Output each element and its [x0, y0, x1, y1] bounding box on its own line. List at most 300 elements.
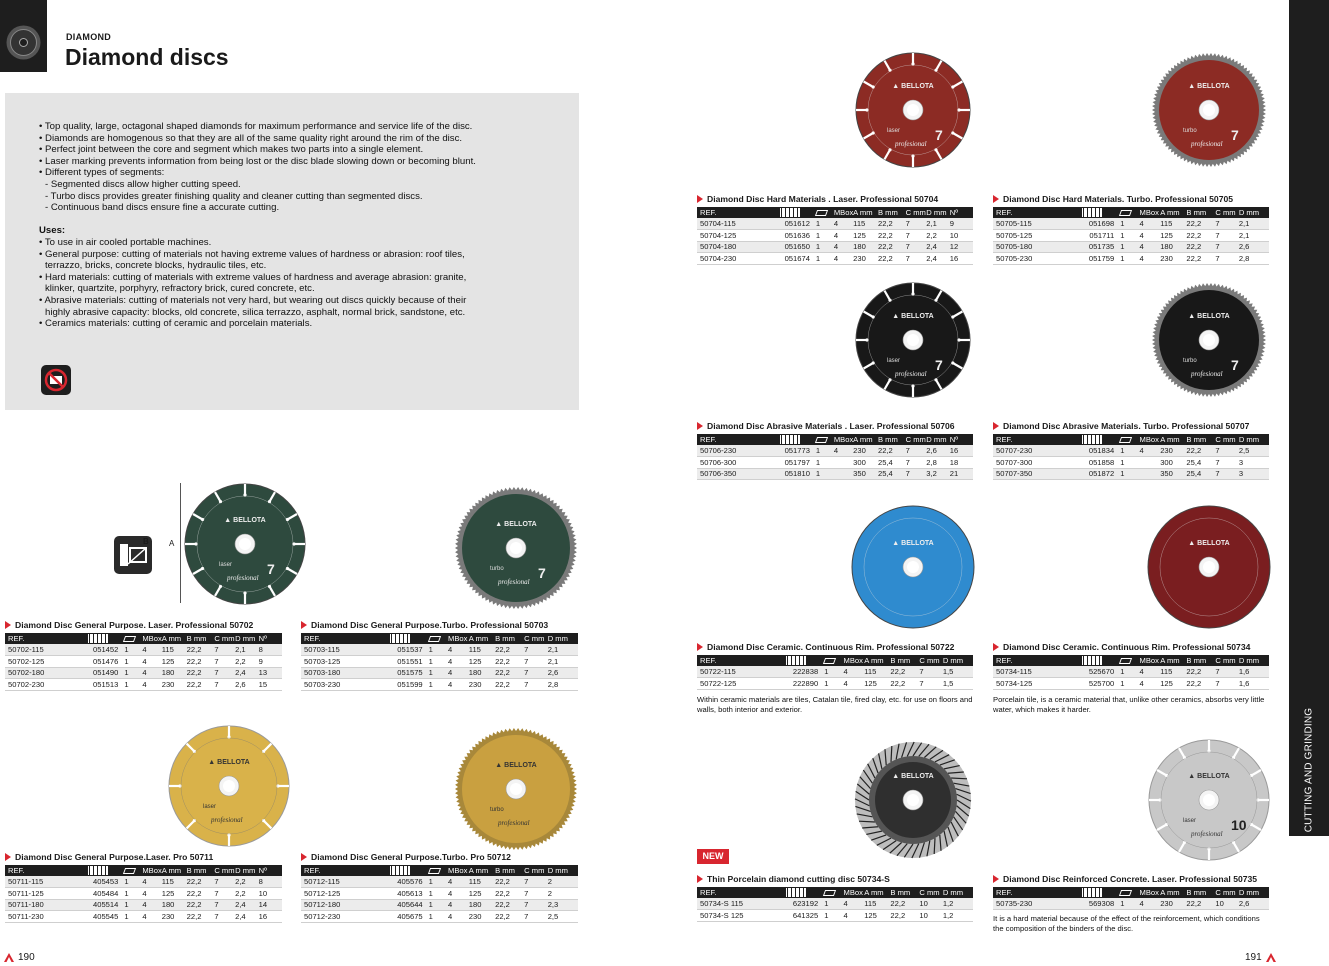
table-cell: 50712-115: [301, 876, 387, 888]
product-title: [993, 194, 1233, 204]
table-cell: 051834: [1079, 445, 1118, 457]
svg-text:7: 7: [538, 565, 546, 581]
table-cell: 4: [139, 888, 158, 900]
table-cell: 1: [426, 679, 445, 691]
triangle-bullet-icon: [697, 875, 703, 883]
table-cell: 50704-125: [697, 230, 777, 242]
table-cell: 051773: [777, 445, 813, 457]
table-cell: 50706-230: [697, 445, 777, 457]
table-cell: 50702-230: [5, 679, 85, 691]
triangle-bullet-icon: [993, 875, 999, 883]
feature-line: • Top quality, large, octagonal shaped diamonds for maximum performance and service life of the disc.: [39, 121, 473, 132]
barcode-icon: [387, 633, 426, 644]
table-cell: 7: [211, 656, 232, 668]
spec-table: [5, 633, 282, 691]
triangle-bullet-icon: [993, 422, 999, 430]
barcode-icon: [387, 865, 426, 876]
box-icon: [1117, 887, 1136, 898]
table-cell: 22,2: [492, 679, 521, 691]
table-cell: 1: [121, 667, 139, 679]
product-description: Within ceramic materials are tiles, Catalan tile, fired clay, etc. for use on floors and walls, both interior and exterior.: [697, 695, 973, 714]
table-cell: 2: [545, 888, 578, 900]
column-header: D mm: [232, 633, 256, 644]
column-header: Nº: [947, 434, 973, 445]
barcode-icon: [1079, 207, 1118, 218]
column-header: REF.: [993, 434, 1079, 445]
table-cell: 1: [1117, 253, 1136, 265]
table-cell: 7: [521, 888, 545, 900]
table-cell: 230: [1157, 253, 1183, 265]
table-cell: 50703-115: [301, 644, 387, 656]
table-cell: 2,1: [545, 644, 578, 656]
use-line: • Ceramics materials: cutting of ceramic and porcelain materials.: [39, 318, 313, 330]
column-header: C mm: [1212, 207, 1235, 218]
page-number-left: 190: [18, 952, 35, 963]
svg-text:7: 7: [935, 357, 943, 373]
table-cell: 051650: [777, 241, 813, 253]
column-header: A mm: [1157, 434, 1183, 445]
product-title: [301, 852, 511, 862]
table-cell: 4: [841, 666, 862, 678]
column-header: REF.: [697, 207, 777, 218]
table-cell: 051636: [777, 230, 813, 242]
table-cell: 051513: [85, 679, 121, 691]
box-icon: [121, 633, 139, 644]
column-header: MBox: [841, 655, 862, 666]
table-cell: 1: [121, 911, 139, 923]
table-cell: 7: [521, 644, 545, 656]
table-cell: 4: [831, 230, 850, 242]
column-header: A mm: [466, 633, 492, 644]
table-row: [5, 876, 282, 888]
column-header: A mm: [850, 207, 875, 218]
table-cell: 051698: [1079, 218, 1118, 230]
column-header: MBox: [1137, 434, 1158, 445]
table-row: [301, 656, 578, 668]
table-cell: 2,1: [545, 656, 578, 668]
column-header: A mm: [1157, 887, 1183, 898]
section-side-tab: [1289, 0, 1329, 836]
product-description: Porcelain tile, is a ceramic material that, unlike other ceramics, absorbs very little water, which makes it harder.: [993, 695, 1265, 714]
column-header: REF.: [5, 633, 85, 644]
table-cell: 22,2: [875, 241, 903, 253]
column-header: C mm: [1212, 887, 1235, 898]
table-cell: 7: [521, 899, 545, 911]
feature-line: • Laser marking prevents information from being lost or the disc blade slowing down or becoming blunt.: [39, 155, 476, 167]
triangle-bullet-icon: [5, 853, 11, 861]
table-cell: 25,4: [875, 468, 903, 480]
table-cell: 10: [916, 898, 939, 910]
table-cell: 125: [861, 678, 887, 690]
svg-text:▲ BELLOTA: ▲ BELLOTA: [1188, 313, 1230, 320]
svg-text:laser: laser: [887, 128, 901, 134]
product-title-text: Diamond Disc General Purpose.Turbo. Pro 50712: [311, 852, 511, 862]
table-cell: 051537: [387, 644, 426, 656]
use-line: • General purpose: cutting of materials not having extreme values of hardness or abrasion: roof tiles,: [39, 248, 465, 260]
table-cell: 051452: [85, 644, 121, 656]
table-cell: 4: [445, 644, 466, 656]
product-title: [697, 421, 955, 431]
table-cell: 1: [813, 230, 831, 242]
table-cell: 50706-300: [697, 457, 777, 469]
table-cell: 1,2: [940, 898, 973, 910]
table-cell: 2,6: [1236, 898, 1269, 910]
table-cell: 405545: [85, 911, 121, 923]
table-cell: 2,2: [232, 876, 256, 888]
svg-text:10: 10: [1231, 817, 1247, 833]
table-cell: 13: [256, 667, 282, 679]
column-header: MBox: [445, 633, 466, 644]
table-row: [993, 253, 1269, 265]
column-header: A mm: [159, 633, 184, 644]
table-cell: 051810: [777, 468, 813, 480]
column-header: B mm: [875, 434, 903, 445]
table-cell: 21: [947, 468, 973, 480]
table-cell: 8: [256, 644, 282, 656]
svg-text:▲ BELLOTA: ▲ BELLOTA: [224, 517, 266, 524]
product-title-text: Diamond Disc General Purpose.Laser. Pro 50711: [15, 852, 214, 862]
table-row: [697, 230, 973, 242]
table-cell: 50712-180: [301, 899, 387, 911]
column-header: A mm: [159, 865, 184, 876]
box-icon: [426, 865, 445, 876]
table-cell: 50702-115: [5, 644, 85, 656]
table-cell: 230: [466, 679, 492, 691]
table-cell: 10: [916, 910, 939, 922]
product-title-text: Diamond Disc Abrasive Materials. Turbo. Professional 50707: [1003, 421, 1250, 431]
table-cell: 22,2: [492, 667, 521, 679]
table-cell: 50711-230: [5, 911, 85, 923]
table-cell: 3,2: [923, 468, 946, 480]
table-cell: 50703-230: [301, 679, 387, 691]
table-cell: 7: [1212, 678, 1235, 690]
table-cell: 22,2: [1183, 666, 1212, 678]
svg-text:▲ BELLOTA: ▲ BELLOTA: [892, 83, 934, 90]
table-cell: 1: [813, 241, 831, 253]
table-cell: 50722-125: [697, 678, 783, 690]
table-cell: 2,4: [232, 899, 256, 911]
table-cell: 569308: [1079, 898, 1118, 910]
table-cell: 25,4: [1183, 457, 1212, 469]
table-cell: 2,8: [545, 679, 578, 691]
column-header: MBox: [1137, 655, 1158, 666]
table-row: [301, 911, 578, 923]
table-cell: 4: [1137, 253, 1158, 265]
column-header: C mm: [916, 655, 939, 666]
svg-text:profesional: profesional: [498, 578, 530, 586]
table-cell: 2,1: [1236, 230, 1269, 242]
column-header: MBox: [445, 865, 466, 876]
table-cell: 350: [850, 468, 875, 480]
table-cell: 230: [159, 911, 184, 923]
table-cell: 405484: [85, 888, 121, 900]
product-title: [993, 642, 1250, 652]
product-title-text: Diamond Disc General Purpose. Laser. Professional 50702: [15, 620, 254, 630]
table-row: [301, 888, 578, 900]
column-header: A mm: [1157, 655, 1183, 666]
column-header: REF.: [697, 434, 777, 445]
svg-text:7: 7: [1231, 127, 1239, 143]
table-cell: 222838: [783, 666, 822, 678]
table-cell: 180: [850, 241, 875, 253]
table-cell: 22,2: [887, 898, 916, 910]
table-cell: 4: [831, 218, 850, 230]
svg-text:▲ BELLOTA: ▲ BELLOTA: [495, 521, 537, 528]
product-title: [697, 194, 938, 204]
table-row: [301, 644, 578, 656]
column-header: A mm: [850, 434, 875, 445]
diamond-disc-image: [453, 726, 579, 852]
table-cell: 50702-125: [5, 656, 85, 668]
table-cell: 4: [139, 644, 158, 656]
table-cell: 22,2: [492, 888, 521, 900]
table-cell: 300: [1157, 457, 1183, 469]
table-row: [697, 218, 973, 230]
diamond-disc-image: [850, 504, 976, 630]
table-cell: 525670: [1079, 666, 1118, 678]
table-cell: 2,4: [232, 911, 256, 923]
table-cell: 180: [466, 899, 492, 911]
bellota-logo-icon: [1266, 953, 1276, 962]
table-row: [993, 457, 1269, 469]
table-cell: 2,8: [1236, 253, 1269, 265]
table-cell: 051797: [777, 457, 813, 469]
table-cell: 7: [521, 667, 545, 679]
table-cell: 7: [211, 876, 232, 888]
table-cell: 50735-230: [993, 898, 1079, 910]
table-cell: 50707-350: [993, 468, 1079, 480]
column-header: REF.: [697, 887, 783, 898]
table-row: [993, 678, 1269, 690]
barcode-icon: [85, 865, 121, 876]
table-row: [697, 666, 973, 678]
table-cell: 115: [1157, 666, 1183, 678]
table-cell: 25,4: [1183, 468, 1212, 480]
table-cell: 405675: [387, 911, 426, 923]
table-cell: 4: [445, 667, 466, 679]
svg-text:▲ BELLOTA: ▲ BELLOTA: [1188, 83, 1230, 90]
product-title-text: Diamond Disc Hard Materials . Laser. Professional 50704: [707, 194, 939, 204]
table-cell: 4: [831, 241, 850, 253]
table-cell: 50734-125: [993, 678, 1079, 690]
product-title: [5, 620, 253, 630]
table-cell: 051490: [85, 667, 121, 679]
table-cell: 1: [1117, 445, 1136, 457]
barcode-icon: [85, 633, 121, 644]
column-header: REF.: [697, 655, 783, 666]
column-header: MBox: [841, 887, 862, 898]
table-cell: 405613: [387, 888, 426, 900]
table-cell: 22,2: [184, 656, 212, 668]
table-cell: 50712-125: [301, 888, 387, 900]
table-cell: 1: [1117, 457, 1136, 469]
table-cell: 1: [426, 911, 445, 923]
table-cell: 051599: [387, 679, 426, 691]
table-cell: 4: [445, 911, 466, 923]
table-cell: 22,2: [1183, 241, 1212, 253]
table-cell: 50705-115: [993, 218, 1079, 230]
table-cell: 7: [916, 678, 939, 690]
svg-text:▲ BELLOTA: ▲ BELLOTA: [892, 540, 934, 547]
diamond-disc-image: [1150, 281, 1268, 399]
table-cell: 230: [1157, 898, 1183, 910]
table-cell: [1137, 468, 1158, 480]
table-cell: 50711-125: [5, 888, 85, 900]
table-cell: 1: [121, 644, 139, 656]
table-cell: 2,6: [923, 445, 946, 457]
diamond-disc-image: [453, 485, 579, 611]
table-cell: 125: [850, 230, 875, 242]
table-row: [5, 667, 282, 679]
product-title-text: Diamond Disc Reinforced Concrete. Laser. Professional 50735: [1003, 874, 1258, 884]
table-cell: 18: [947, 457, 973, 469]
table-cell: 051674: [777, 253, 813, 265]
table-cell: 1: [821, 666, 840, 678]
side-tab-label: CUTTING AND GRINDING: [1303, 707, 1315, 833]
column-header: C mm: [903, 207, 924, 218]
product-title: [993, 874, 1257, 884]
table-cell: 180: [466, 667, 492, 679]
table-cell: 7: [211, 911, 232, 923]
product-title-text: Diamond Disc Ceramic. Continuous Rim. Professional 50734: [1003, 642, 1251, 652]
table-cell: 12: [947, 241, 973, 253]
diamond-disc-image: [853, 740, 973, 860]
column-header: D mm: [923, 434, 946, 445]
table-cell: 16: [947, 253, 973, 265]
table-cell: 50704-230: [697, 253, 777, 265]
table-cell: 405576: [387, 876, 426, 888]
column-header: D mm: [1236, 655, 1269, 666]
table-row: [697, 678, 973, 690]
column-header: B mm: [1183, 207, 1212, 218]
table-cell: 7: [521, 911, 545, 923]
column-header: B mm: [184, 633, 212, 644]
footer-left: [4, 952, 35, 963]
table-cell: 1,6: [1236, 666, 1269, 678]
table-cell: 2,2: [923, 230, 946, 242]
table-cell: 115: [159, 876, 184, 888]
use-line: terrazzo, bricks, concrete blocks, hydraulic tiles, etc.: [45, 260, 267, 272]
table-cell: 7: [903, 253, 924, 265]
spec-table: [697, 655, 973, 690]
table-row: [301, 876, 578, 888]
feature-line: • Different types of segments:: [39, 167, 165, 179]
page-title: Diamond discs: [65, 44, 229, 70]
table-cell: 7: [1212, 230, 1235, 242]
table-cell: 22,2: [492, 911, 521, 923]
table-cell: 50707-230: [993, 445, 1079, 457]
product-title: [5, 852, 213, 862]
table-cell: 1,2: [940, 910, 973, 922]
box-icon: [1117, 207, 1136, 218]
table-cell: 22,2: [184, 679, 212, 691]
table-cell: 22,2: [184, 888, 212, 900]
table-cell: 051551: [387, 656, 426, 668]
info-text: [39, 121, 559, 330]
svg-text:7: 7: [1231, 357, 1239, 373]
table-cell: 50705-180: [993, 241, 1079, 253]
table-cell: 50734-115: [993, 666, 1079, 678]
column-header: REF.: [993, 887, 1079, 898]
table-cell: 15: [256, 679, 282, 691]
triangle-bullet-icon: [301, 621, 307, 629]
svg-text:profesional: profesional: [895, 370, 927, 378]
table-cell: 1: [1117, 898, 1136, 910]
table-cell: 1: [426, 667, 445, 679]
dimension-b-label: B: [143, 537, 149, 546]
spec-table: [697, 207, 973, 265]
column-header: C mm: [211, 633, 232, 644]
table-cell: 22,2: [1183, 678, 1212, 690]
table-cell: 1: [821, 898, 840, 910]
table-cell: 16: [947, 445, 973, 457]
table-row: [993, 241, 1269, 253]
uses-heading: Uses:: [39, 225, 66, 237]
diamond-disc-image: [167, 724, 291, 848]
table-cell: 9: [256, 656, 282, 668]
table-row: [993, 666, 1269, 678]
table-cell: 4: [1137, 666, 1158, 678]
table-cell: 2,5: [545, 911, 578, 923]
table-cell: 7: [903, 241, 924, 253]
table-cell: 230: [466, 911, 492, 923]
table-cell: 1,5: [940, 666, 973, 678]
table-cell: 7: [1212, 253, 1235, 265]
table-cell: 4: [445, 876, 466, 888]
no-impact-icon: [41, 365, 71, 395]
table-cell: 1: [426, 876, 445, 888]
product-title-text: Diamond Disc Ceramic. Continuous Rim. Professional 50722: [707, 642, 955, 652]
svg-text:profesional: profesional: [1191, 370, 1223, 378]
table-cell: 1: [813, 218, 831, 230]
table-cell: 50702-180: [5, 667, 85, 679]
table-cell: 22,2: [184, 876, 212, 888]
table-cell: 22,2: [184, 899, 212, 911]
table-cell: 115: [850, 218, 875, 230]
spec-table: [993, 655, 1269, 690]
table-cell: 051575: [387, 667, 426, 679]
table-cell: 115: [861, 666, 887, 678]
table-cell: 4: [1137, 678, 1158, 690]
table-cell: 4: [445, 888, 466, 900]
table-cell: 405514: [85, 899, 121, 911]
feature-line: - Segmented discs allow higher cutting speed.: [45, 178, 241, 190]
column-header: B mm: [1183, 434, 1212, 445]
svg-text:profesional: profesional: [895, 140, 927, 148]
table-cell: 50707-300: [993, 457, 1079, 469]
column-header: A mm: [861, 887, 887, 898]
table-row: [301, 679, 578, 691]
table-cell: 50711-180: [5, 899, 85, 911]
table-cell: 22,2: [875, 230, 903, 242]
table-cell: 180: [159, 667, 184, 679]
table-cell: 7: [903, 218, 924, 230]
column-header: D mm: [923, 207, 946, 218]
table-cell: 22,2: [184, 667, 212, 679]
table-cell: 180: [159, 899, 184, 911]
table-cell: 7: [1212, 457, 1235, 469]
column-header: REF.: [5, 865, 85, 876]
table-cell: 1: [821, 910, 840, 922]
table-cell: 623192: [783, 898, 822, 910]
table-cell: 1: [813, 253, 831, 265]
table-cell: 641325: [783, 910, 822, 922]
table-cell: 50703-180: [301, 667, 387, 679]
diamond-disc-image: [1146, 504, 1272, 630]
table-cell: 2,1: [232, 644, 256, 656]
table-cell: 1,5: [940, 678, 973, 690]
table-cell: 4: [831, 445, 850, 457]
